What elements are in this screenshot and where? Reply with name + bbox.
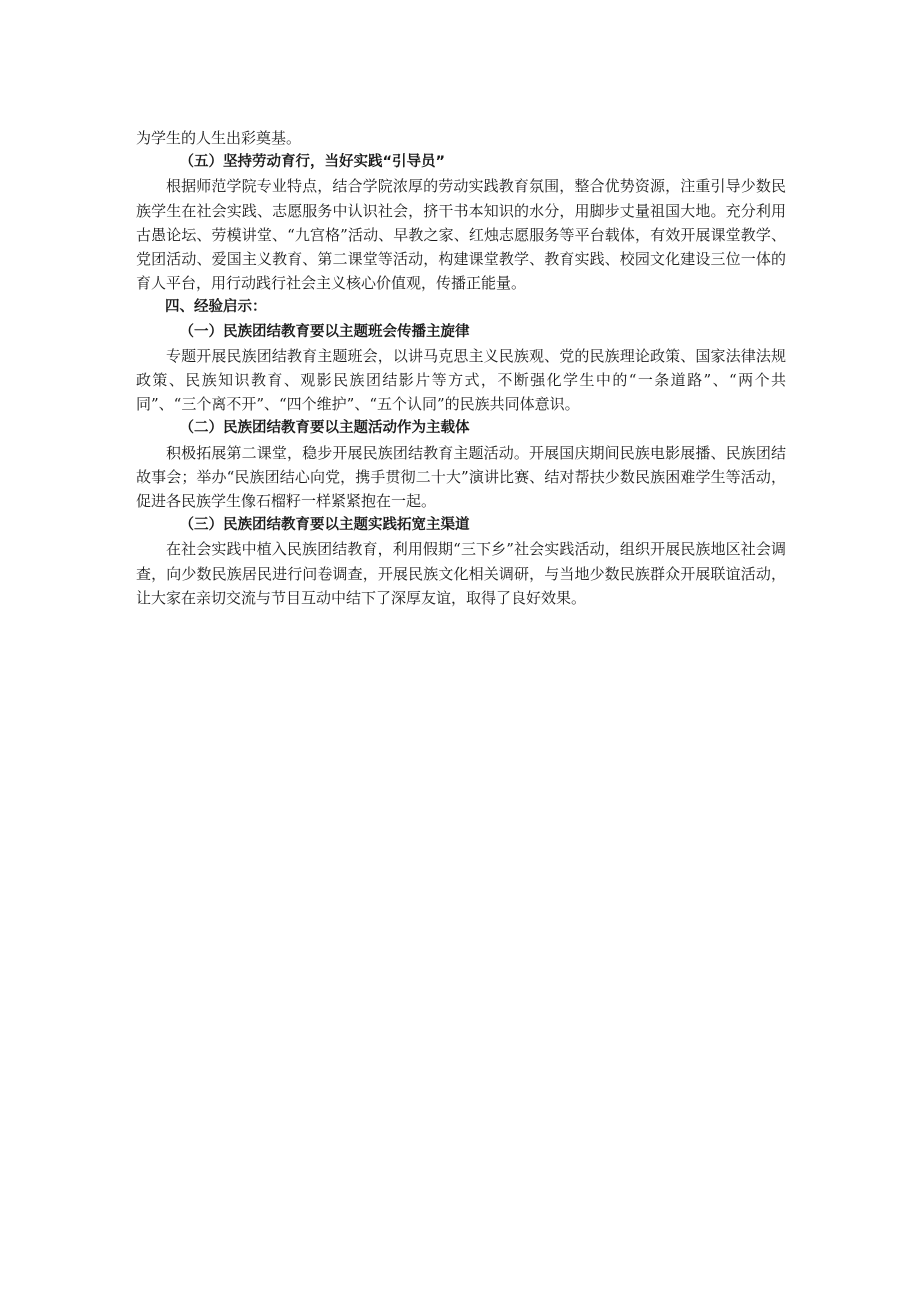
part-4-heading: 四、经验启示： bbox=[165, 299, 267, 316]
lesson-1-paragraph: 专题开展民族团结教育主题班会，以讲马克思主义民族观、党的民族理论政策、国家法律法规政策、民族知识教育、观影民族团结影片等方式，不断强化学生中的“一条道路”、“两个共同”、“三个离不开”、“四个维护”、“五个认同”的民族共同体意识。 bbox=[136, 346, 786, 414]
lesson-3-heading: （三）民族团结教育要以主题实践拓宽主渠道 bbox=[179, 517, 470, 534]
lesson-1-heading: （一）民族团结教育要以主题班会传播主旋律 bbox=[179, 323, 470, 340]
lesson-3-paragraph: 在社会实践中植入民族团结教育，利用假期“三下乡”社会实践活动，组织开展民族地区社会调查，向少数民族居民进行问卷调查，开展民族文化相关调研，与当地少数民族群众开展联谊活动，让大家在亲切交流与节目互动中结下了深厚友谊，取得了良好效果。 bbox=[136, 540, 786, 607]
section-5-paragraph: 根据师范学院专业特点，结合学院浓厚的劳动实践教育氛围，整合优势资源，注重引导少数民族学生在社会实践、志愿服务中认识社会，挤干书本知识的水分，用脚步丈量祖国大地。充分利用古愚论坛、劳模讲堂、“九宫格”活动、早教之家、红烛志愿服务等平台载体，有效开展课堂教学、党团活动、爱国主义教育、第二课堂等活动，构建课堂教学、教育实践、校园文化建设三位一体的育人平台，用行动践行社会主义核心价值观，传播正能量。 bbox=[136, 177, 786, 293]
section-5-heading: （五）坚持劳动育行，当好实践“引导员” bbox=[179, 154, 446, 171]
lesson-2-paragraph: 积极拓展第二课堂，稳步开展民族团结教育主题活动。开展国庆期间民族电影展播、民族团结故事会；举办“民族团结心向党，携手贯彻二十大”演讲比赛、结对帮扶少数民族困难学生等活动，促进各民族学生像石榴籽一样紧紧抱在一起。 bbox=[136, 443, 786, 511]
document-body bbox=[136, 126, 786, 610]
lesson-2-heading: （二）民族团结教育要以主题活动作为主载体 bbox=[179, 420, 470, 437]
continuation-paragraph: 为学生的人生出彩奠基。 bbox=[136, 129, 302, 147]
